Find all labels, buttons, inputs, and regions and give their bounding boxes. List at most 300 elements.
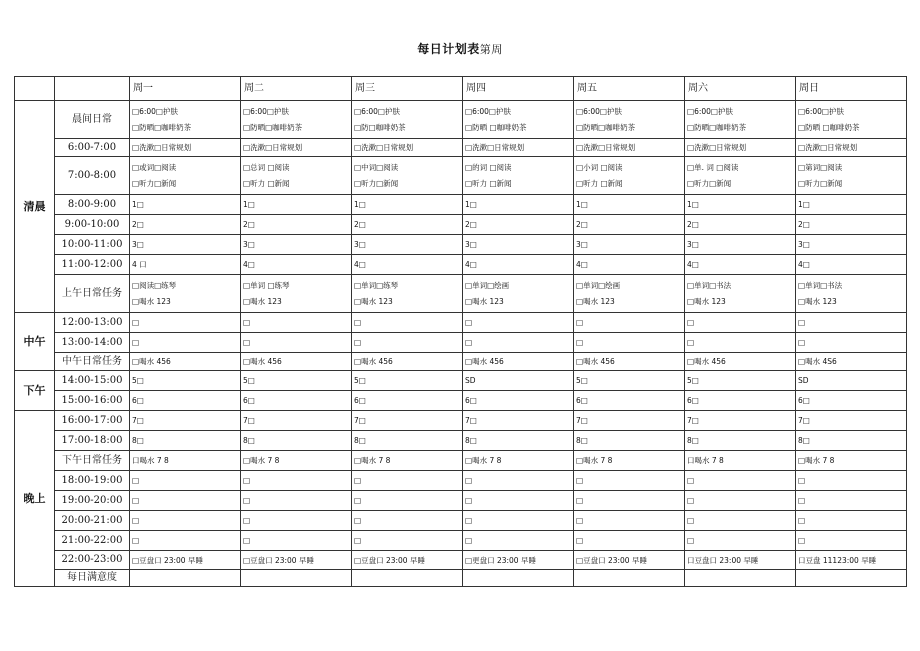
plan-cell[interactable] bbox=[796, 235, 907, 255]
plan-cell[interactable] bbox=[241, 570, 352, 587]
plan-cell[interactable] bbox=[796, 511, 907, 531]
plan-cell[interactable] bbox=[352, 313, 463, 333]
plan-cell[interactable] bbox=[241, 215, 352, 235]
task-text: 6□ bbox=[243, 396, 255, 405]
plan-cell[interactable] bbox=[685, 313, 796, 333]
task-text: □喝水 123 bbox=[354, 297, 393, 306]
task-text: 8□ bbox=[354, 436, 366, 445]
plan-cell[interactable] bbox=[685, 333, 796, 353]
plan-cell[interactable] bbox=[796, 491, 907, 511]
plan-cell[interactable] bbox=[352, 511, 463, 531]
task-text: 5□ bbox=[354, 376, 366, 385]
time-slot-label: 12:00-13:00 bbox=[55, 313, 130, 333]
task-text: 6□ bbox=[354, 396, 366, 405]
task-text: □ bbox=[243, 516, 251, 525]
plan-cell[interactable] bbox=[796, 451, 907, 471]
plan-cell[interactable] bbox=[352, 157, 463, 195]
table-row bbox=[15, 431, 907, 451]
task-text: □ bbox=[354, 476, 362, 485]
task-text: □ bbox=[576, 318, 584, 327]
plan-cell[interactable] bbox=[463, 431, 574, 451]
plan-cell[interactable] bbox=[463, 551, 574, 570]
table-row bbox=[15, 551, 907, 570]
task-text: □阅读□练琴 bbox=[132, 281, 177, 290]
plan-cell[interactable] bbox=[463, 255, 574, 275]
plan-cell[interactable] bbox=[463, 353, 574, 371]
plan-cell[interactable] bbox=[685, 551, 796, 570]
plan-cell[interactable] bbox=[130, 491, 241, 511]
task-text: 5□ bbox=[687, 376, 699, 385]
daily-plan-table bbox=[14, 76, 907, 587]
plan-cell[interactable] bbox=[463, 139, 574, 157]
day-header: 周三 bbox=[352, 77, 463, 101]
plan-cell[interactable] bbox=[130, 551, 241, 570]
task-text: 7□ bbox=[798, 416, 810, 425]
plan-cell[interactable] bbox=[130, 411, 241, 431]
task-text: 6□ bbox=[576, 396, 588, 405]
plan-cell[interactable] bbox=[352, 391, 463, 411]
plan-cell[interactable] bbox=[352, 531, 463, 551]
plan-cell[interactable] bbox=[463, 313, 574, 333]
plan-cell[interactable] bbox=[574, 255, 685, 275]
task-text: □单词□绘画 bbox=[465, 281, 510, 290]
plan-cell[interactable] bbox=[796, 431, 907, 451]
plan-cell[interactable] bbox=[574, 333, 685, 353]
plan-cell[interactable] bbox=[796, 101, 907, 139]
table-row bbox=[15, 101, 907, 139]
plan-cell[interactable] bbox=[463, 411, 574, 431]
plan-cell[interactable] bbox=[796, 275, 907, 313]
plan-cell[interactable] bbox=[130, 531, 241, 551]
plan-cell[interactable] bbox=[130, 139, 241, 157]
time-slot-label: 13:00-14:00 bbox=[55, 333, 130, 353]
task-text: 7□ bbox=[576, 416, 588, 425]
table-row bbox=[15, 371, 907, 391]
plan-cell[interactable] bbox=[352, 411, 463, 431]
plan-cell[interactable] bbox=[685, 570, 796, 587]
task-text: 7□ bbox=[354, 416, 366, 425]
plan-cell[interactable] bbox=[352, 139, 463, 157]
task-text: □ bbox=[243, 476, 251, 485]
plan-cell[interactable] bbox=[796, 551, 907, 570]
plan-cell[interactable] bbox=[796, 531, 907, 551]
task-text: □ bbox=[798, 536, 806, 545]
period-label-evening: 晚上 bbox=[15, 411, 55, 587]
plan-cell[interactable] bbox=[352, 431, 463, 451]
task-text: 8□ bbox=[132, 436, 144, 445]
plan-cell[interactable] bbox=[574, 313, 685, 333]
task-text: 4□ bbox=[354, 260, 366, 269]
task-text: □ bbox=[465, 496, 473, 505]
plan-cell[interactable] bbox=[352, 551, 463, 570]
task-text: 口豆盘口 23:00 早睡 bbox=[687, 555, 759, 565]
plan-cell[interactable] bbox=[685, 391, 796, 411]
plan-cell[interactable] bbox=[352, 275, 463, 313]
plan-cell[interactable] bbox=[685, 451, 796, 471]
plan-cell[interactable] bbox=[574, 235, 685, 255]
task-text: □洗漱□日常规划 bbox=[132, 143, 192, 152]
task-text: □豆盘口 23:00 早睡 bbox=[132, 555, 203, 565]
task-text: □ bbox=[132, 338, 140, 347]
task-text: □第词□阅读 bbox=[798, 163, 843, 172]
header-row bbox=[15, 77, 907, 101]
task-text: □ bbox=[687, 476, 695, 485]
plan-cell[interactable] bbox=[130, 511, 241, 531]
plan-cell[interactable] bbox=[796, 391, 907, 411]
plan-cell[interactable] bbox=[574, 157, 685, 195]
plan-cell[interactable] bbox=[796, 471, 907, 491]
corner-cell bbox=[55, 77, 130, 101]
plan-cell[interactable] bbox=[352, 235, 463, 255]
day-header: 周六 bbox=[685, 77, 796, 101]
plan-cell[interactable] bbox=[241, 353, 352, 371]
task-text: □ bbox=[354, 338, 362, 347]
plan-cell[interactable] bbox=[241, 471, 352, 491]
task-text: □防晒 □咖啡奶茶 bbox=[798, 123, 860, 132]
table-row bbox=[15, 215, 907, 235]
task-text: □喝水 7 8 bbox=[576, 456, 613, 465]
table-row bbox=[15, 235, 907, 255]
plan-cell[interactable] bbox=[574, 101, 685, 139]
plan-cell[interactable] bbox=[796, 255, 907, 275]
task-text: □ bbox=[132, 516, 140, 525]
task-text: □或词□阅读 bbox=[132, 163, 177, 172]
plan-cell[interactable] bbox=[685, 511, 796, 531]
plan-cell[interactable] bbox=[574, 451, 685, 471]
plan-cell[interactable] bbox=[463, 195, 574, 215]
task-text: □喝水 123 bbox=[798, 297, 837, 306]
time-slot-label: 下午日常任务 bbox=[55, 451, 130, 471]
plan-cell[interactable] bbox=[685, 157, 796, 195]
plan-cell[interactable] bbox=[130, 275, 241, 313]
plan-cell[interactable] bbox=[685, 531, 796, 551]
plan-cell[interactable] bbox=[130, 313, 241, 333]
plan-cell[interactable] bbox=[796, 353, 907, 371]
plan-cell[interactable] bbox=[796, 333, 907, 353]
task-text: □喝水 4S6 bbox=[798, 357, 837, 366]
plan-cell[interactable] bbox=[241, 101, 352, 139]
time-slot-label: 9:00-10:00 bbox=[55, 215, 130, 235]
task-text: □听力□新闻 bbox=[354, 179, 399, 188]
task-text: 4□ bbox=[576, 260, 588, 269]
table-row bbox=[15, 157, 907, 195]
plan-cell[interactable] bbox=[685, 195, 796, 215]
page-title bbox=[0, 40, 920, 57]
plan-cell[interactable] bbox=[130, 157, 241, 195]
task-text: SD bbox=[798, 376, 809, 385]
task-text: 3□ bbox=[576, 240, 588, 249]
plan-cell[interactable] bbox=[241, 511, 352, 531]
task-text: 2□ bbox=[798, 220, 810, 229]
task-text: □6:00□护肤 bbox=[576, 107, 623, 116]
plan-cell[interactable] bbox=[685, 275, 796, 313]
plan-cell[interactable] bbox=[463, 215, 574, 235]
plan-cell[interactable] bbox=[352, 333, 463, 353]
task-text: □喝水 456 bbox=[576, 357, 615, 366]
task-text: □豆盘口 23:00 早睡 bbox=[243, 555, 314, 565]
task-text: □ bbox=[243, 318, 251, 327]
plan-cell[interactable] bbox=[574, 531, 685, 551]
task-text: 1□ bbox=[354, 200, 366, 209]
plan-cell[interactable] bbox=[685, 411, 796, 431]
day-header: 周日 bbox=[796, 77, 907, 101]
task-text: 2□ bbox=[576, 220, 588, 229]
plan-cell[interactable] bbox=[130, 333, 241, 353]
task-text: □喝水 123 bbox=[132, 297, 171, 306]
task-text: □洗漱□日常规划 bbox=[576, 143, 636, 152]
plan-cell[interactable] bbox=[130, 391, 241, 411]
table-row bbox=[15, 570, 907, 587]
task-text: 4□ bbox=[687, 260, 699, 269]
table-row bbox=[15, 511, 907, 531]
plan-cell[interactable] bbox=[574, 431, 685, 451]
period-label-morning: 清晨 bbox=[15, 101, 55, 313]
task-text: □喝水 456 bbox=[132, 357, 171, 366]
plan-cell[interactable] bbox=[463, 371, 574, 391]
task-text: □防□咖啡奶茶 bbox=[354, 123, 406, 132]
task-text: 1□ bbox=[465, 200, 477, 209]
plan-cell[interactable] bbox=[352, 371, 463, 391]
plan-cell[interactable] bbox=[130, 235, 241, 255]
plan-cell[interactable] bbox=[685, 101, 796, 139]
plan-cell[interactable] bbox=[241, 371, 352, 391]
table-row bbox=[15, 531, 907, 551]
plan-cell[interactable] bbox=[463, 451, 574, 471]
task-text: □听力 □新闻 bbox=[243, 179, 290, 188]
time-slot-label: 11:00-12:00 bbox=[55, 255, 130, 275]
task-text: □总词 □阅读 bbox=[243, 163, 290, 172]
task-text: □喝水 7 8 bbox=[798, 456, 835, 465]
task-text: □6:00□护肤 bbox=[132, 107, 179, 116]
task-text: □ bbox=[798, 516, 806, 525]
table-row bbox=[15, 491, 907, 511]
task-text: □洗漱□日常规划 bbox=[243, 143, 303, 152]
plan-cell[interactable] bbox=[796, 157, 907, 195]
task-text: 4 口 bbox=[132, 260, 147, 269]
plan-cell[interactable] bbox=[574, 570, 685, 587]
task-text: 8□ bbox=[798, 436, 810, 445]
plan-cell[interactable] bbox=[241, 235, 352, 255]
task-text: □喝水 123 bbox=[576, 297, 615, 306]
table-row bbox=[15, 471, 907, 491]
task-text: □防晒□咖啡奶茶 bbox=[132, 123, 192, 132]
time-slot-label: 21:00-22:00 bbox=[55, 531, 130, 551]
plan-cell[interactable] bbox=[352, 353, 463, 371]
task-text: □的词 □阅读 bbox=[465, 163, 512, 172]
time-slot-label: 10:00-11:00 bbox=[55, 235, 130, 255]
plan-cell[interactable] bbox=[463, 391, 574, 411]
table-row bbox=[15, 333, 907, 353]
plan-cell[interactable] bbox=[796, 139, 907, 157]
plan-cell[interactable] bbox=[796, 570, 907, 587]
task-text: 6□ bbox=[465, 396, 477, 405]
plan-cell[interactable] bbox=[130, 215, 241, 235]
time-slot-label: 20:00-21:00 bbox=[55, 511, 130, 531]
plan-cell[interactable] bbox=[241, 551, 352, 570]
task-text: □听力□新闻 bbox=[132, 179, 177, 188]
task-text: □单. 词 □阅读 bbox=[687, 163, 739, 172]
plan-cell[interactable] bbox=[796, 411, 907, 431]
plan-cell[interactable] bbox=[130, 451, 241, 471]
plan-cell[interactable] bbox=[463, 471, 574, 491]
task-text: □防晒□咖啡奶茶 bbox=[243, 123, 303, 132]
task-text: 1□ bbox=[687, 200, 699, 209]
plan-cell[interactable] bbox=[241, 333, 352, 353]
plan-cell[interactable] bbox=[574, 195, 685, 215]
task-text: □洗漱□日常规划 bbox=[354, 143, 414, 152]
table-row bbox=[15, 313, 907, 333]
task-text: □ bbox=[576, 476, 584, 485]
plan-cell[interactable] bbox=[685, 235, 796, 255]
task-text: □更盘口 23:00 早睡 bbox=[465, 555, 536, 565]
plan-cell[interactable] bbox=[130, 371, 241, 391]
plan-cell[interactable] bbox=[574, 511, 685, 531]
plan-cell[interactable] bbox=[463, 235, 574, 255]
plan-cell[interactable] bbox=[241, 391, 352, 411]
plan-cell[interactable] bbox=[463, 333, 574, 353]
task-text: □单词□书法 bbox=[687, 281, 732, 290]
plan-cell[interactable] bbox=[574, 371, 685, 391]
plan-cell[interactable] bbox=[685, 255, 796, 275]
plan-cell[interactable] bbox=[352, 451, 463, 471]
plan-cell[interactable] bbox=[463, 511, 574, 531]
task-text: 5□ bbox=[576, 376, 588, 385]
task-text: □洗漱□日常规划 bbox=[465, 143, 525, 152]
task-text: □中词□阅读 bbox=[354, 163, 399, 172]
plan-cell[interactable] bbox=[574, 353, 685, 371]
plan-cell[interactable] bbox=[574, 275, 685, 313]
plan-cell[interactable] bbox=[574, 491, 685, 511]
task-text: □ bbox=[687, 536, 695, 545]
plan-cell[interactable] bbox=[796, 371, 907, 391]
task-text: □ bbox=[798, 318, 806, 327]
plan-cell[interactable] bbox=[241, 431, 352, 451]
plan-cell[interactable] bbox=[130, 431, 241, 451]
plan-cell[interactable] bbox=[352, 255, 463, 275]
plan-cell[interactable] bbox=[130, 570, 241, 587]
time-slot-label: 7:00-8:00 bbox=[55, 157, 130, 195]
plan-cell[interactable] bbox=[352, 101, 463, 139]
plan-cell[interactable] bbox=[574, 471, 685, 491]
time-slot-label: 18:00-19:00 bbox=[55, 471, 130, 491]
plan-cell[interactable] bbox=[685, 491, 796, 511]
plan-cell[interactable] bbox=[130, 471, 241, 491]
task-text: □洗漱□日常规划 bbox=[798, 143, 858, 152]
task-text: □单词□书法 bbox=[798, 281, 843, 290]
task-text: □喝水 456 bbox=[243, 357, 282, 366]
plan-cell[interactable] bbox=[574, 215, 685, 235]
task-text: □ bbox=[576, 516, 584, 525]
plan-cell[interactable] bbox=[352, 195, 463, 215]
plan-cell[interactable] bbox=[130, 353, 241, 371]
task-text: □6:00□护肤 bbox=[465, 107, 512, 116]
task-text: 2□ bbox=[687, 220, 699, 229]
task-text: □ bbox=[798, 476, 806, 485]
table-row bbox=[15, 353, 907, 371]
task-text: □听力 □新闻 bbox=[465, 179, 512, 188]
plan-cell[interactable] bbox=[241, 491, 352, 511]
task-text: 6□ bbox=[798, 396, 810, 405]
task-text: □ bbox=[465, 338, 473, 347]
day-header: 周五 bbox=[574, 77, 685, 101]
plan-cell[interactable] bbox=[463, 101, 574, 139]
plan-cell[interactable] bbox=[241, 255, 352, 275]
task-text: 3□ bbox=[798, 240, 810, 249]
plan-cell[interactable] bbox=[574, 551, 685, 570]
task-text: 6□ bbox=[132, 396, 144, 405]
task-text: 3□ bbox=[465, 240, 477, 249]
task-text: □ bbox=[243, 536, 251, 545]
plan-cell[interactable] bbox=[241, 157, 352, 195]
plan-cell[interactable] bbox=[685, 371, 796, 391]
plan-cell[interactable] bbox=[241, 531, 352, 551]
plan-cell[interactable] bbox=[130, 255, 241, 275]
task-text: 8□ bbox=[576, 436, 588, 445]
task-text: □小词 □阅读 bbox=[576, 163, 623, 172]
plan-cell[interactable] bbox=[463, 570, 574, 587]
task-text: □ bbox=[687, 338, 695, 347]
task-text: 口喝水 7 8 bbox=[687, 456, 724, 465]
plan-cell[interactable] bbox=[463, 491, 574, 511]
task-text: □豆盘口 23:00 早睡 bbox=[354, 555, 425, 565]
task-text: □ bbox=[576, 496, 584, 505]
plan-cell[interactable] bbox=[463, 531, 574, 551]
plan-cell[interactable] bbox=[574, 411, 685, 431]
plan-cell[interactable] bbox=[352, 570, 463, 587]
plan-cell[interactable] bbox=[463, 275, 574, 313]
table-row bbox=[15, 139, 907, 157]
plan-cell[interactable] bbox=[241, 275, 352, 313]
task-text: □听力□新闻 bbox=[798, 179, 843, 188]
task-text: □ bbox=[465, 476, 473, 485]
plan-cell[interactable] bbox=[130, 195, 241, 215]
plan-cell[interactable] bbox=[241, 139, 352, 157]
plan-cell[interactable] bbox=[130, 101, 241, 139]
plan-cell[interactable] bbox=[685, 431, 796, 451]
plan-cell[interactable] bbox=[241, 195, 352, 215]
task-text: □喝水 7 8 bbox=[354, 456, 391, 465]
time-slot-label: 6:00-7:00 bbox=[55, 139, 130, 157]
plan-cell[interactable] bbox=[685, 139, 796, 157]
task-text: □6:00□护肤 bbox=[687, 107, 734, 116]
plan-cell[interactable] bbox=[352, 471, 463, 491]
plan-cell[interactable] bbox=[685, 471, 796, 491]
task-text: □ bbox=[354, 318, 362, 327]
plan-cell[interactable] bbox=[685, 353, 796, 371]
task-text: □ bbox=[132, 318, 140, 327]
plan-cell[interactable] bbox=[796, 195, 907, 215]
task-text: 5□ bbox=[243, 376, 255, 385]
task-text: □喝水 7 8 bbox=[465, 456, 502, 465]
task-text: □ bbox=[798, 338, 806, 347]
task-text: □ bbox=[354, 536, 362, 545]
task-text: □6:00□护肤 bbox=[798, 107, 845, 116]
plan-cell[interactable] bbox=[574, 139, 685, 157]
plan-cell[interactable] bbox=[241, 411, 352, 431]
plan-cell[interactable] bbox=[463, 157, 574, 195]
plan-cell[interactable] bbox=[685, 215, 796, 235]
plan-cell[interactable] bbox=[241, 451, 352, 471]
plan-cell[interactable] bbox=[796, 313, 907, 333]
plan-cell[interactable] bbox=[241, 313, 352, 333]
table-row bbox=[15, 411, 907, 431]
table-row bbox=[15, 255, 907, 275]
task-text: □防晒□咖啡奶茶 bbox=[687, 123, 747, 132]
plan-cell[interactable] bbox=[796, 215, 907, 235]
plan-cell[interactable] bbox=[574, 391, 685, 411]
plan-cell[interactable] bbox=[352, 491, 463, 511]
plan-cell[interactable] bbox=[352, 215, 463, 235]
